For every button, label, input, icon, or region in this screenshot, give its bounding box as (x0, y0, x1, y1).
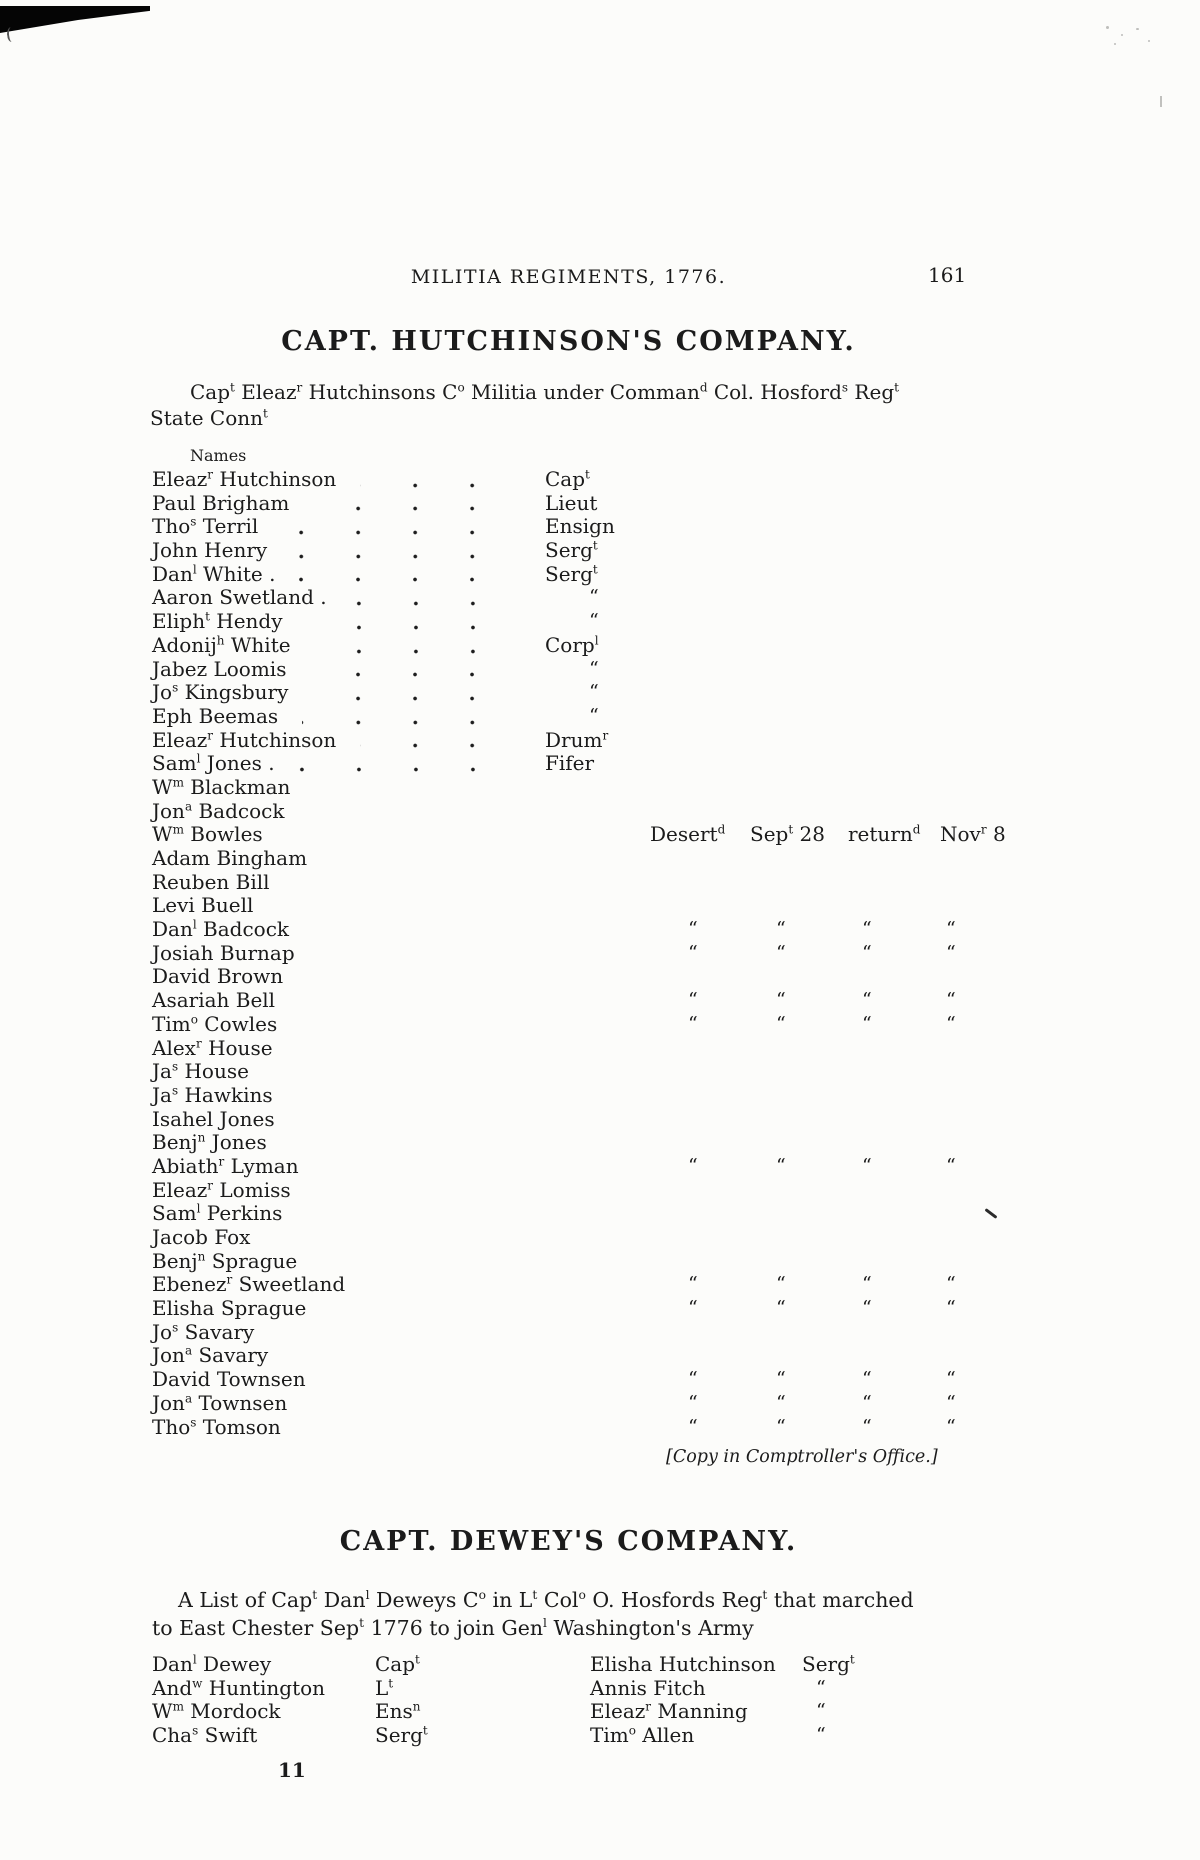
soldier-name: Tim$^o$ Cowles (152, 1011, 278, 1036)
roster-row (152, 1724, 428, 1748)
soldier-name: Eleaz$^r$ Hutchinson (152, 727, 337, 752)
ditto-mark: “ (946, 941, 956, 964)
dewey-intro (152, 1586, 1022, 1642)
roster-row (590, 1653, 855, 1677)
dewey-intro-line1: A List of Cap$^t$ Dan$^l$ Deweys $C^o$ in $L^t$ Col$^o$ O. Hosfords Reg$^t$ that marched (178, 1588, 914, 1612)
roster-row (152, 1677, 428, 1701)
roster-row (152, 656, 599, 682)
soldier-name: $W^m$ Mordock (152, 1699, 281, 1723)
roster-row (152, 1414, 956, 1440)
roster-row (152, 751, 595, 776)
hutchinson-intro-line1: Cap$^t$ Eleaz$^r$ Hutchinsons $C^o$ Militia under Comman$^d$ Col. Hosford$^s$ Reg$^t$ (190, 380, 899, 404)
ditto-mark: “ (862, 918, 872, 941)
soldier-rank: “ (589, 704, 599, 727)
soldier-rank: Ens$^n$ (375, 1699, 421, 1723)
soldier-name: Alex$^r$ House (152, 1035, 273, 1060)
leader-dots (299, 577, 527, 582)
ditto-mark: “ (776, 918, 786, 941)
roster-row (152, 467, 590, 492)
desertion-note: Sep$^t$ 28 (750, 822, 825, 847)
soldier-name: Levi Buell (152, 893, 254, 918)
ditto-mark: “ (946, 1368, 956, 1391)
ditto-mark: “ (862, 989, 872, 1012)
soldier-rank: “ (589, 681, 599, 704)
ditto-mark: “ (946, 1012, 956, 1035)
soldier-name: Josiah Burnap (152, 940, 295, 965)
soldier-name: Isahel Jones (152, 1106, 275, 1131)
soldier-name: Reuben Bill (152, 869, 270, 894)
leader-dots (315, 649, 527, 654)
roster-row (152, 561, 598, 587)
ditto-mark: “ (776, 1297, 786, 1320)
roster-row (152, 1084, 545, 1108)
ditto-mark: “ (688, 1154, 698, 1177)
ditto-mark: “ (776, 989, 786, 1012)
roster-row (152, 965, 545, 989)
roster-row (152, 585, 599, 610)
roster-row (152, 1390, 956, 1416)
soldier-rank: “ (589, 610, 599, 633)
roster-row (152, 1011, 956, 1037)
soldier-name: Aaron Swetland . (152, 585, 327, 610)
roster-row (152, 514, 615, 539)
hutchinson-intro (150, 379, 1030, 431)
ditto-mark: “ (862, 1297, 872, 1320)
soldier-name: Eliph$^t$ Hendy (152, 609, 283, 634)
ditto-mark: “ (688, 1368, 698, 1391)
roster-row (590, 1724, 855, 1748)
soldier-name: And$^w$ Huntington (152, 1675, 326, 1700)
soldier-name: Tho$^s$ Terril (152, 514, 259, 539)
leader-dots (360, 743, 527, 748)
roster-row (152, 871, 545, 895)
soldier-rank: “ (816, 1723, 826, 1746)
soldier-rank: Serg$^t$ (802, 1652, 855, 1676)
roster-row (152, 609, 599, 634)
ditto-mark: “ (946, 1391, 956, 1414)
ditto-mark: “ (862, 1391, 872, 1414)
desertion-note: return$^d$ (848, 822, 921, 847)
scan-speck (1106, 26, 1109, 29)
soldier-name: Elisha Sprague (152, 1296, 307, 1321)
scan-speck (1121, 34, 1123, 36)
roster-row (152, 680, 599, 705)
soldier-name: Ja$^s$ House (152, 1059, 249, 1084)
soldier-name: Ebenez$^r$ Sweetland (152, 1272, 346, 1297)
roster-row (590, 1677, 855, 1701)
leader-dots (302, 720, 527, 725)
soldier-rank: Serg$^t$ (545, 538, 598, 563)
roster-row (152, 1250, 545, 1274)
roster-row (152, 1344, 545, 1368)
ditto-mark: “ (688, 989, 698, 1012)
ditto-mark: “ (776, 1368, 786, 1391)
soldier-name: Elisha Hutchinson (590, 1652, 776, 1676)
scan-speck (1136, 28, 1139, 30)
soldier-name: Jon$^a$ Savary (152, 1343, 269, 1368)
page-number: 161 (928, 263, 967, 287)
roster-row (152, 1202, 545, 1226)
ditto-mark: “ (862, 941, 872, 964)
roster-row (152, 1131, 545, 1155)
signature-mark: 11 (278, 1758, 306, 1782)
roster-row (152, 538, 598, 563)
hutchinson-roster (152, 467, 1006, 1439)
leader-dots (291, 554, 527, 559)
roster-row (152, 1153, 956, 1179)
soldier-rank: Drum$^r$ (545, 727, 609, 752)
soldier-name: Eph Beemas (152, 703, 279, 728)
ditto-mark: “ (688, 1012, 698, 1035)
soldier-name: David Brown (152, 964, 284, 989)
soldier-name: Abiath$^r$ Lyman (152, 1153, 299, 1178)
soldier-name: Dan$^l$ White . (152, 561, 276, 586)
ditto-mark: “ (862, 1273, 872, 1296)
roster-row (152, 1226, 545, 1250)
running-head: MILITIA REGIMENTS, 1776. (410, 266, 727, 288)
ditto-mark: “ (688, 918, 698, 941)
roster-row (152, 847, 545, 871)
ditto-mark: “ (946, 1154, 956, 1177)
desertion-note: Desert$^d$ (650, 822, 726, 847)
scan-artifact-squiggle (6, 26, 17, 42)
ditto-mark: “ (946, 1273, 956, 1296)
roster-row (152, 703, 599, 729)
roster-row (152, 1108, 545, 1132)
soldier-name: Sam$^l$ Jones . (152, 751, 275, 776)
roster-row (152, 776, 545, 800)
roster-row (152, 822, 1006, 847)
ditto-mark: “ (776, 1273, 786, 1296)
soldier-name: Eleaz$^r$ Hutchinson (152, 467, 337, 491)
soldier-rank: “ (589, 586, 599, 609)
soldier-name: Tim$^o$ Allen (590, 1722, 695, 1747)
soldier-name: Jo$^s$ Kingsbury (152, 680, 289, 705)
ditto-mark: “ (862, 1154, 872, 1177)
dewey-roster-left (152, 1653, 428, 1747)
soldier-name: Jon$^a$ Townsen (152, 1390, 288, 1415)
soldier-name: $W^m$ Bowles (152, 822, 263, 847)
soldier-rank: Ensign (545, 514, 615, 539)
soldier-name: $W^m$ Blackman (152, 774, 291, 799)
hutchinson-intro-line2: State Conn$^t$ (150, 406, 268, 430)
roster-row (152, 800, 545, 824)
roster-row (152, 1653, 428, 1677)
dewey-roster-right (590, 1653, 855, 1747)
ditto-mark: “ (946, 989, 956, 1012)
soldier-name: Jabez Loomis (152, 656, 287, 681)
leader-dots (360, 483, 527, 488)
roster-row (152, 1272, 956, 1297)
roster-row (152, 1060, 545, 1084)
ditto-mark: “ (776, 1012, 786, 1035)
desertion-note: Nov$^r$ 8 (940, 822, 1006, 847)
ditto-mark: “ (688, 1297, 698, 1320)
soldier-name: Asariah Bell (152, 988, 276, 1013)
ditto-mark: “ (688, 1391, 698, 1414)
ditto-mark: “ (776, 1415, 786, 1438)
roster-row (152, 988, 956, 1013)
ditto-mark: “ (776, 1154, 786, 1177)
leader-dots (312, 696, 527, 701)
leader-dots (307, 625, 527, 630)
roster-row (152, 917, 956, 942)
soldier-name: Cha$^s$ Swift (152, 1722, 258, 1747)
roster-row (152, 894, 545, 918)
scan-artifact-mark (985, 1208, 998, 1219)
leader-dots (351, 601, 527, 606)
leader-dots (282, 530, 527, 535)
soldier-rank: Cap$^t$ (545, 467, 590, 491)
soldier-name: Adam Bingham (152, 846, 308, 870)
soldier-name: Jon$^a$ Badcock (152, 798, 285, 823)
roster-row (152, 1296, 956, 1321)
soldier-rank: $L^t$ (375, 1675, 394, 1700)
roster-row (152, 1700, 428, 1724)
soldier-name: Annis Fitch (590, 1675, 706, 1700)
ditto-mark: “ (688, 941, 698, 964)
roster-row (152, 1367, 956, 1392)
scan-artifact-tick (1160, 96, 1162, 107)
names-column-label: Names (190, 446, 247, 465)
soldier-rank: Lieut (545, 490, 598, 515)
leader-dots (299, 767, 527, 772)
soldier-name: Ja$^s$ Hawkins (152, 1082, 273, 1107)
soldier-name: Jo$^s$ Savary (152, 1319, 255, 1344)
ditto-mark: “ (946, 1415, 956, 1438)
soldier-name: Sam$^l$ Perkins (152, 1201, 283, 1226)
copy-note: [Copy in Comptroller's Office.] (666, 1447, 938, 1467)
ditto-mark: “ (946, 1297, 956, 1320)
ditto-mark: “ (688, 1273, 698, 1296)
soldier-rank: “ (816, 1676, 826, 1699)
roster-row (152, 1179, 545, 1203)
soldier-rank: Fifer (545, 751, 595, 776)
soldier-rank: Cap$^t$ (375, 1652, 420, 1676)
hutchinson-company-heading: CAPT. HUTCHINSON'S COMPANY. (281, 326, 856, 357)
soldier-name: Benj$^n$ Sprague (152, 1248, 298, 1273)
soldier-name: Eleaz$^r$ Manning (590, 1699, 748, 1723)
roster-row (152, 940, 956, 966)
leader-dots (310, 672, 527, 677)
soldier-name: Eleaz$^r$ Lomiss (152, 1177, 291, 1202)
dewey-intro-line2: to East Chester Sep$^t$ 1776 to join Gen$^l$ Washington's Army (152, 1616, 754, 1640)
soldier-name: John Henry (152, 538, 268, 563)
soldier-name: Dan$^l$ Dewey (152, 1652, 272, 1676)
soldier-rank: “ (816, 1700, 826, 1722)
soldier-rank: “ (589, 657, 599, 680)
soldier-name: David Townsen (152, 1367, 306, 1392)
roster-row (152, 632, 599, 658)
roster-row (590, 1700, 855, 1724)
soldier-name: Dan$^l$ Badcock (152, 917, 290, 942)
ditto-mark: “ (688, 1415, 698, 1438)
scan-speck (1114, 43, 1116, 45)
ditto-mark: “ (862, 1415, 872, 1438)
soldier-name: Benj$^n$ Jones (152, 1130, 267, 1155)
soldier-rank: Serg$^t$ (545, 561, 598, 586)
ditto-mark: “ (946, 918, 956, 941)
ditto-mark: “ (862, 1012, 872, 1035)
roster-row (152, 490, 598, 516)
soldier-name: Paul Brigham (152, 490, 290, 515)
soldier-name: Jacob Fox (152, 1225, 251, 1249)
dewey-company-heading: CAPT. DEWEY'S COMPANY. (339, 1526, 798, 1557)
soldier-name: Adonij$^h$ White (152, 632, 291, 657)
roster-row (152, 1037, 545, 1061)
roster-row (152, 1321, 545, 1345)
ditto-mark: “ (776, 941, 786, 964)
roster-row (152, 727, 609, 753)
leader-dots (313, 506, 527, 511)
soldier-rank: Corp$^l$ (545, 632, 599, 657)
ditto-mark: “ (862, 1368, 872, 1391)
soldier-name: Tho$^s$ Tomson (152, 1414, 281, 1439)
scan-speck (1148, 40, 1150, 42)
scan-artifact-corner-wedge (0, 6, 150, 33)
soldier-rank: Serg$^t$ (375, 1722, 428, 1747)
ditto-mark: “ (776, 1391, 786, 1414)
